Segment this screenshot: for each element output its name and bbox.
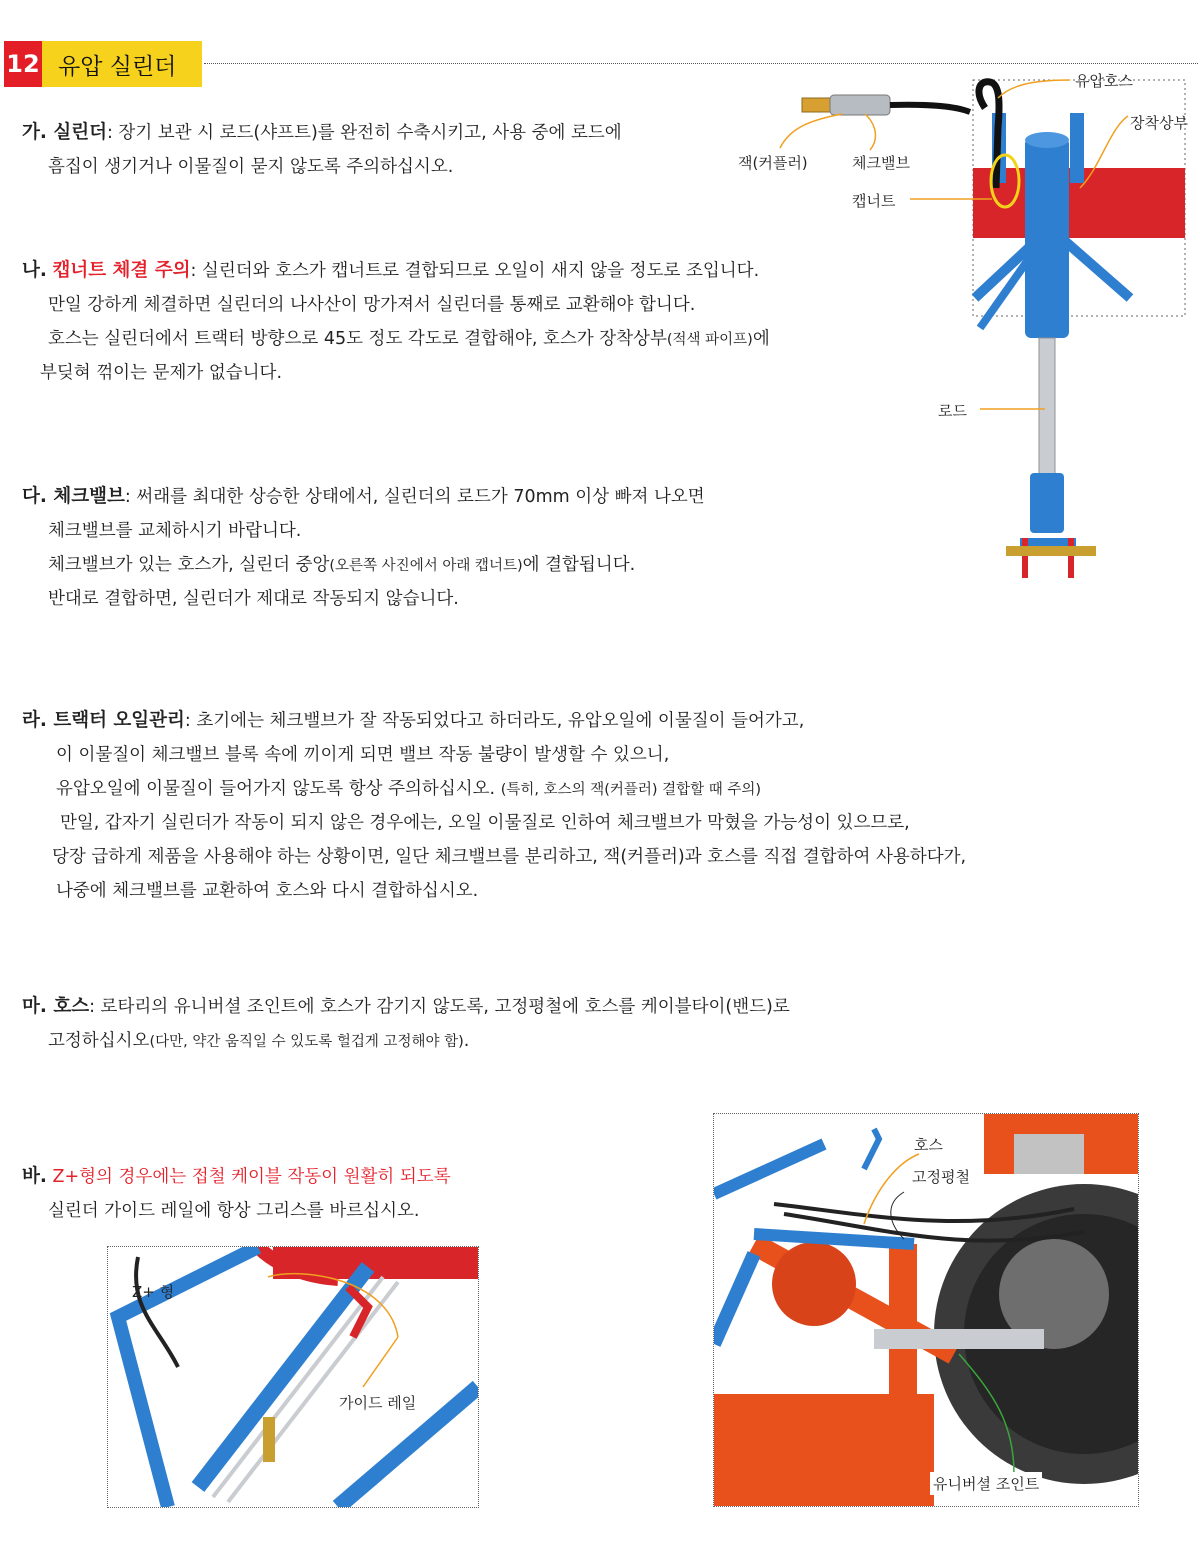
paragraph-ra-line3: 유압오일에 이물질이 들어가지 않도록 항상 주의하십시오. (특히, 호스의 잭(커플러) 결합할 때 주의)	[56, 779, 762, 799]
zplus-photo	[107, 1246, 479, 1508]
paragraph-da-line1: 다. 체크밸브: 써래를 최대한 상승한 상태에서, 실린더의 로드가 70mm 이상 빠져 나오면	[22, 486, 705, 507]
section-title: 유압 실린더	[42, 41, 202, 87]
callout-fixed-bar: 고정평철	[912, 1168, 970, 1186]
paragraph-ra-line2: 이 이물질이 체크밸브 블록 속에 끼이게 되면 밸브 작동 불량이 발생할 수 있으니,	[56, 745, 670, 765]
label-ga: 가. 실린더	[22, 122, 107, 143]
callout-hose: 호스	[914, 1136, 943, 1154]
callout-rod: 로드	[938, 402, 967, 420]
paragraph-ma-line1: 마. 호스: 로타리의 유니버셜 조인트에 호스가 감기지 않도록, 고정평철에 호스를 케이블타이(밴드)로	[22, 996, 790, 1017]
callout-guide-rail: 가이드 레일	[336, 1391, 419, 1414]
paragraph-ra-line4: 만일, 갑자기 실린더가 작동이 되지 않은 경우에는, 오일 이물질로 인하여 체크밸브가 막혔을 가능성이 있으므로,	[60, 813, 910, 833]
tractor-photo	[713, 1113, 1139, 1507]
label-da: 다. 체크밸브	[22, 486, 125, 507]
paragraph-da-line3: 체크밸브가 있는 호스가, 실린더 중앙(오른쪽 사진에서 아래 캡너트)에 결합됩니다.	[48, 555, 636, 575]
paragraph-na-line2: 만일 강하게 체결하면 실린더의 나사산이 망가져서 실린더를 통째로 교환해야 합니다.	[48, 295, 696, 315]
paragraph-ga-line1: 가. 실린더: 장기 보관 시 로드(샤프트)를 완전히 수축시키고, 사용 중에 로드에	[22, 122, 622, 143]
callout-check-valve: 체크밸브	[852, 154, 910, 172]
header-dotted-rule	[204, 63, 1198, 64]
section-number: 12	[4, 41, 42, 87]
callout-hydraulic-hose: 유압호스	[1075, 72, 1133, 90]
cylinder-illustration	[730, 68, 1200, 588]
paragraph-da-line2: 체크밸브를 교체하시기 바랍니다.	[48, 521, 302, 541]
paragraph-ra-line6: 나중에 체크밸브를 교환하여 호스와 다시 결합하십시오.	[56, 881, 479, 901]
paragraph-ra-line5: 당장 급하게 제품을 사용해야 하는 상황이면, 일단 체크밸브를 분리하고, 잭(커플러)과 호스를 직접 결합하여 사용하다가,	[52, 847, 967, 867]
callout-cap-nut: 캡너트	[852, 192, 896, 210]
paragraph-ba-line1: 바. Z+형의 경우에는 접철 케이블 작동이 원활히 되도록	[22, 1166, 451, 1187]
callout-jack: 잭(커플러)	[738, 154, 808, 172]
zplus-type-label: Z+ 형	[132, 1283, 175, 1301]
label-ma: 마. 호스	[22, 996, 90, 1017]
paragraph-ma-line2: 고정하십시오(다만, 약간 움직일 수 있도록 헐겁게 고정해야 함).	[48, 1031, 470, 1051]
paragraph-ra-line1: 라. 트랙터 오일관리: 초기에는 체크밸브가 잘 작동되었다고 하더라도, 유압오일에 이물질이 들어가고,	[22, 710, 805, 731]
paragraph-na-line4: 부딪혀 꺾이는 문제가 없습니다.	[40, 363, 283, 383]
callout-universal-joint: 유니버셜 조인트	[930, 1472, 1042, 1495]
callout-mount-top: 장착상부	[1130, 114, 1188, 132]
paragraph-ga-line2: 흠집이 생기거나 이물질이 묻지 않도록 주의하십시오.	[48, 157, 454, 177]
paragraph-na-line1: 나. 캡너트 체결 주의: 실린더와 호스가 캡너트로 결합되므로 오일이 새지 않을 정도로 조입니다.	[22, 260, 760, 281]
paragraph-na-line3: 호스는 실린더에서 트랙터 방향으로 45도 정도 각도로 결합해야, 호스가 장착상부(적색 파이프)에	[48, 329, 770, 349]
label-ba: 바.	[22, 1166, 47, 1187]
label-na: 캡너트 체결 주의	[52, 260, 191, 281]
label-ra: 라. 트랙터 오일관리	[22, 710, 185, 731]
cylinder-figure	[730, 68, 1200, 588]
paragraph-da-line4: 반대로 결합하면, 실린더가 제대로 작동되지 않습니다.	[48, 589, 459, 609]
paragraph-ba-line2: 실린더 가이드 레일에 항상 그리스를 바르십시오.	[48, 1201, 420, 1221]
